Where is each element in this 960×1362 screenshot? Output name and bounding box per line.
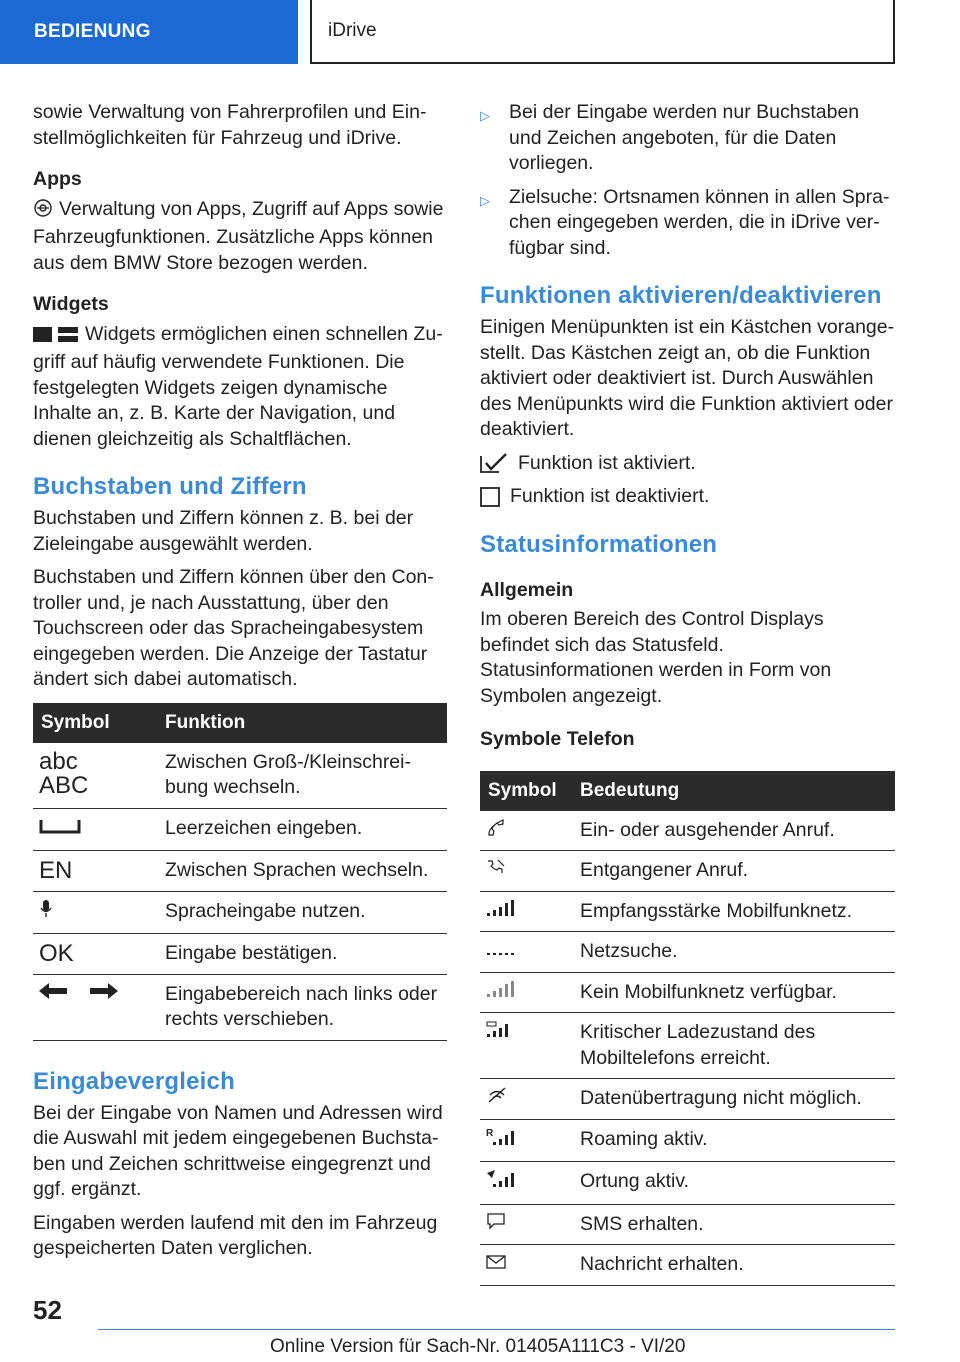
compare-paragraph-2: Eingaben werden laufend mit den im Fahrzeug gespeicherten Daten verglichen. — [33, 1211, 438, 1259]
footer-text: Online Version für Sach-Nr. 01405A111C3 - VI/20 — [270, 1336, 686, 1357]
letters-paragraph-2: Buchstaben und Ziffern können über den Controller und, je nach Ausstattung, über den Touchscreen oder das Spracheingabesystem eingegeben werden. Die Anzeige der Tastatur ändert sich dabei automatisch. — [33, 566, 434, 690]
table-row: Kein Mobilfunknetz verfügbar. — [480, 972, 895, 1013]
table-row: abc ABC Zwischen Groß-/Kleinschreibung wechseln. — [33, 743, 447, 809]
table-header-symbol: Symbol — [480, 771, 572, 811]
left-column — [33, 100, 447, 1270]
svg-text:R: R — [486, 1127, 494, 1139]
compare-heading: Eingabevergleich — [33, 1067, 235, 1095]
header-section — [0, 0, 298, 64]
network-search-icon — [486, 940, 514, 962]
footer-divider — [98, 1329, 895, 1330]
chapter-title: iDrive — [328, 20, 377, 42]
table-row: R Roaming aktiv. — [480, 1119, 895, 1162]
list-item: ▷ Zielsuche: Ortsnamen können in allen Sprachen eingegeben werden, die in iDrive verfügbar sind. — [480, 185, 890, 259]
mail-icon — [486, 1253, 506, 1275]
table-row: SMS erhalten. — [480, 1204, 895, 1245]
activated-row: Funktion ist aktiviert. — [480, 451, 895, 477]
table-row: Eingabebereich nach links oder rechts verschieben. — [33, 974, 447, 1040]
triangle-bullet-icon: ▷ — [480, 108, 490, 123]
table-header-function: Funktion — [157, 703, 447, 743]
compare-paragraph-1: Bei der Eingabe von Namen und Adressen wird die Auswahl mit jedem eingegebenen Buchstaben und Zeichen schrittweise eingegrenzt und ggf. ergänzt. — [33, 1101, 443, 1200]
bullet-list — [480, 100, 895, 261]
apps-icon — [33, 198, 53, 226]
table-row: Netzsuche. — [480, 932, 895, 973]
intro-paragraph: sowie Verwaltung von Fahrerprofilen und Einstellmöglichkeiten für Fahrzeug und iDrive. — [33, 101, 427, 149]
triangle-bullet-icon: ▷ — [480, 192, 490, 208]
apps-paragraph: Verwaltung von Apps, Zugriff auf Apps sowie Fahrzeugfunktionen. Zusätzliche Apps können aus dem BMW Store bezogen werden. — [33, 197, 444, 274]
missed-call-icon — [486, 859, 506, 881]
phone-call-icon — [486, 819, 506, 841]
table-row: OK Eingabe bestätigen. — [33, 934, 447, 975]
widgets-icon — [33, 325, 79, 351]
table-header-symbol: Symbol — [33, 703, 157, 743]
status-heading: Statusinformationen — [480, 530, 718, 558]
no-data-icon — [486, 1087, 508, 1109]
table-row: Entgangener Anruf. — [480, 851, 895, 892]
checkbox-checked-icon — [480, 452, 508, 474]
microphone-icon — [39, 902, 53, 924]
right-column — [480, 100, 895, 1286]
signal-strength-icon — [486, 900, 514, 922]
arrow-right-icon — [88, 983, 118, 1005]
general-heading: Allgemein — [480, 578, 574, 601]
sms-icon — [486, 1213, 506, 1235]
table-row: Nachricht erhalten. — [480, 1245, 895, 1286]
table-row: Datenübertragung nicht möglich. — [480, 1079, 895, 1120]
ok-icon: OK — [33, 934, 157, 975]
arrow-left-icon — [39, 983, 69, 1005]
general-paragraph: Im oberen Bereich des Control Displays befindet sich das Statusfeld. Statusinformationen werden in Form von Symbolen angezeigt. — [480, 608, 832, 707]
table-row: Leerzeichen eingeben. — [33, 808, 447, 851]
table-row: Ortung aktiv. — [480, 1162, 895, 1205]
table-row: Ein- oder ausgehender Anruf. — [480, 811, 895, 851]
location-icon — [486, 1172, 514, 1194]
table-header-meaning: Bedeutung — [572, 771, 895, 811]
phone-symbol-table — [480, 771, 895, 1286]
letters-paragraph-1: Buchstaben und Ziffern können z. B. bei der Zieleingabe ausgewählt werden. — [33, 507, 414, 555]
low-battery-icon — [486, 1021, 514, 1043]
section-title: BEDIENUNG — [34, 21, 151, 43]
toggle-paragraph: Einigen Menüpunkten ist ein Kästchen vorangestellt. Das Kästchen zeigt an, ob die Funktion aktiviert oder deaktiviert ist. Durch Auswählen des Menüpunkts wird die Funktion aktiviert oder deaktiviert. — [480, 316, 895, 440]
case-toggle-icon: abc ABC — [33, 743, 157, 809]
language-icon: EN — [33, 851, 157, 892]
phone-symbols-heading: Symbole Telefon — [480, 728, 635, 750]
header-chapter — [310, 0, 895, 64]
deactivated-row: Funktion ist deaktiviert. — [480, 484, 895, 510]
checkbox-empty-icon — [480, 487, 500, 507]
toggle-heading: Funktionen aktivieren/deaktivieren — [480, 282, 882, 309]
table-row: Empfangsstärke Mobilfunknetz. — [480, 891, 895, 932]
roaming-icon — [486, 1127, 514, 1152]
keyboard-symbol-table — [33, 703, 447, 1041]
apps-heading: Apps — [33, 168, 82, 190]
table-row: EN Zwischen Sprachen wechseln. — [33, 851, 447, 892]
no-network-icon — [486, 981, 514, 1003]
page-number: 52 — [33, 1295, 62, 1325]
widgets-heading: Widgets — [33, 293, 109, 315]
table-row: Spracheingabe nutzen. — [33, 891, 447, 934]
list-item: ▷ Bei der Eingabe werden nur Buchstaben und Zeichen angeboten, für die Daten vorliegen. — [480, 101, 860, 174]
table-row: Kritischer Ladezustand des Mobiltelefons erreicht. — [480, 1013, 895, 1079]
space-icon — [39, 819, 81, 841]
widgets-paragraph: Widgets ermöglichen einen schnellen Zugriff auf häufig verwendete Funktionen. Die festgelegten Widgets zeigen dynamische Inhalte an, z. B. Karte der Navigation, und dienen gleichzeitig als Schaltflächen. — [33, 322, 443, 450]
letters-heading: Buchstaben und Ziffern — [33, 473, 307, 500]
